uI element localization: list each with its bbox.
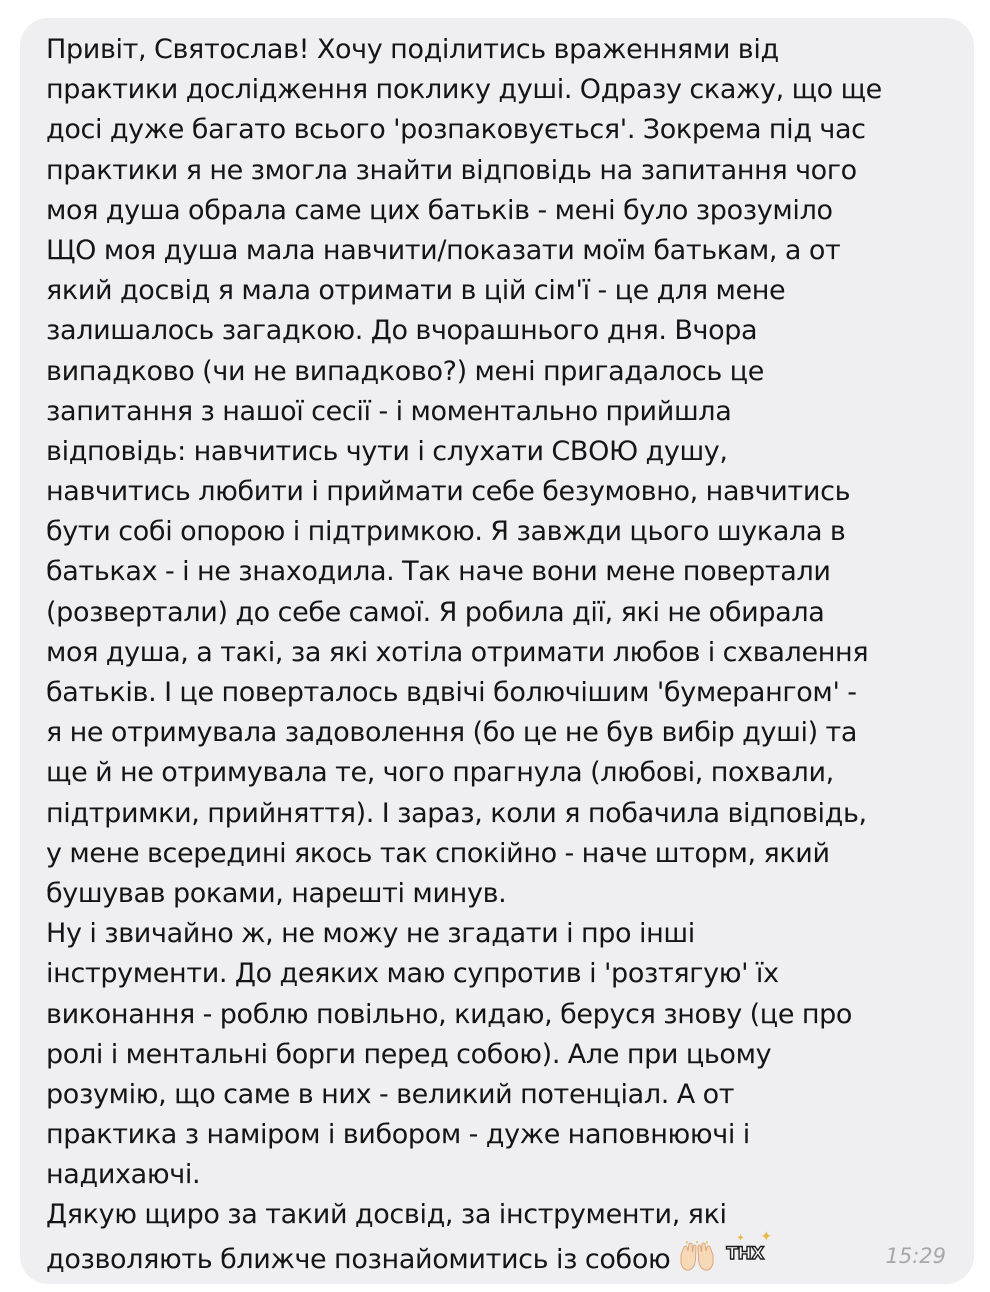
message-line: ролі і ментальні борги перед собою). Але при цьому (46, 1038, 772, 1070)
message-line: дозволяють ближче познайомитись із собою (46, 1243, 671, 1275)
message-line: батьках - і не знаходила. Так наче вони мене повертали (46, 556, 831, 588)
message-line: практики дослідження поклику душі. Одразу скажу, що ще (46, 74, 882, 106)
message-line: виконання - роблю повільно, кидаю, беруся знову (це про (46, 998, 853, 1030)
message-line: бути собі опорою і підтримкою. Я завжди цього шукала в (46, 516, 846, 548)
message-text (46, 30, 946, 1276)
message-line: (розвертали) до себе самої. Я робила дії, які не обирала (46, 596, 825, 628)
message-line: який досвід я мала отримати в цій сім'ї - це для мене (46, 275, 786, 307)
message-line: надихаючі. (46, 1159, 201, 1191)
message-line: моя душа, а такі, за які хотіла отримати любов і схвалення (46, 636, 869, 668)
message-line: практики я не змогла знайти відповідь на запитання чого (46, 154, 857, 186)
message-line: практика з наміром і вибором - дуже наповнюючі і (46, 1119, 750, 1151)
message-line: батьків. І це поверталось вдвічі болючішим 'бумерангом' - (46, 677, 857, 708)
sparkle-icon: ✦ (736, 1232, 745, 1244)
message-line: бушував роками, нарешті минув. (46, 877, 507, 909)
message-line: відповідь: навчитись чути і слухати СВОЮ душу, (46, 435, 728, 467)
message-line: у мене всередині якось так спокійно - наче шторм, який (46, 837, 830, 869)
message-line: залишалось загадкою. До вчорашнього дня. Вчора (46, 315, 758, 347)
message-line: інструменти. До деяких маю супротив і 'розтягую' їх (46, 958, 779, 990)
message-timestamp: 15:29 (885, 1244, 946, 1268)
raising-hands-icon (678, 1241, 716, 1271)
message-line: підтримки, прийняття). І зараз, коли я побачила відповідь, (46, 797, 867, 829)
thx-sticker (722, 1228, 774, 1270)
message-line: Дякую щиро за такий досвід, за інструменти, які (46, 1199, 727, 1231)
message-last-line (46, 1228, 946, 1276)
message-line: навчитись любити і приймати себе безумовно, навчитись (46, 476, 851, 508)
message-line: випадково (чи не випадково?) мені пригадалось це (46, 355, 764, 387)
message-line: Привіт, Святослав! Хочу поділитись враженнями від (46, 34, 779, 65)
message-line: розумію, що саме в них - великий потенціал. А от (46, 1078, 735, 1110)
message-line: Ну і звичайно ж, не можу не згадати і про інші (46, 918, 695, 950)
message-line: досі дуже багато всього 'розпаковується'. Зокрема під час (46, 114, 866, 146)
sparkle-icon: ✦ (760, 1228, 772, 1245)
message-line: я не отримувала задоволення (бо це не був вибір душі) та (46, 717, 858, 749)
message-line: запитання з нашої сесії - і моментально прийшла (46, 395, 732, 427)
message-line: ЩО моя душа мала навчити/показати моїм батькам, а от (46, 234, 841, 266)
message-line: ще й не отримувала те, чого прагнула (любові, похвали, (46, 757, 834, 789)
message-bubble[interactable] (20, 18, 974, 1284)
sticker-label: THX (726, 1243, 764, 1264)
message-line: моя душа обрала саме цих батьків - мені було зрозуміло (46, 194, 833, 226)
